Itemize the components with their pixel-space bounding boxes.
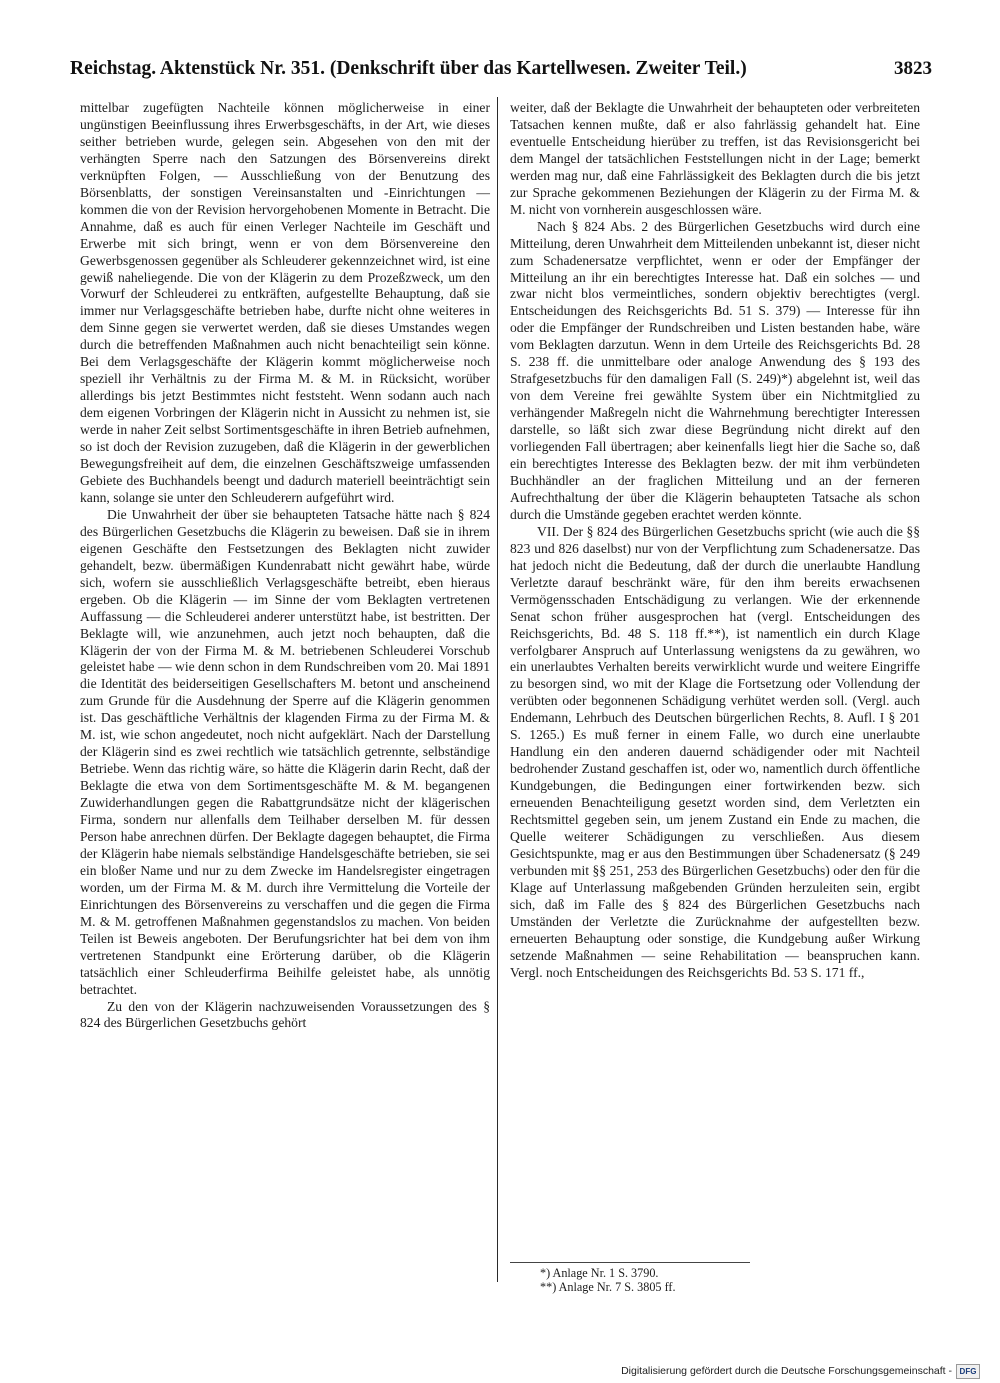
page-number: 3823: [894, 58, 932, 79]
footnote: *) Anlage Nr. 1 S. 3790.: [540, 1266, 659, 1280]
paragraph: weiter, daß der Beklagte die Unwahrheit der behaupteten oder verbreiteten Tatsachen kennen mußte, daß er also fahrlässig gehandelt hat. Eine eventuelle Entscheidung hierüber zu treffen, ist das Revisionsgericht bei dem Mangel der tatsächlichen Feststellungen nicht in der Lage; bemerkt werden mag nur, daß eine Fahrlässigkeit des Beklagten durch die bis jetzt zur Sprache gekommenen Beziehungen der Klägerin zu der Firma M. & M. nicht von vornherein ausgeschlossen wäre.: [510, 100, 920, 217]
right-column: [510, 100, 920, 982]
digitization-text: Digitalisierung gefördert durch die Deutsche Forschungsgemeinschaft -: [621, 1365, 952, 1377]
paragraph: VII. Der § 824 des Bürgerlichen Gesetzbuchs spricht (wie auch die §§ 823 und 826 daselbst) nur von der Verpflichtung zum Schadenersatze. Das hat jedoch nicht die Bedeutung, daß der durch die unerlaubte Handlung Verletzte darauf beschränkt wäre, für den ihm bereits erwachsenen Vermögensschaden Entschädigung zu verlangen. Wie der erkennende Senat schon früher ausgesprochen hat (vergl. Entscheidungen des Reichsgerichts, Bd. 48 S. 118 ff.**), ist namentlich ein durch Klage verfolgbarer Anspruch auf Unterlassung wenigstens da zu gewähren, wo ein unerlaubtes Verhalten bereits verwirklicht wurde und weitere Eingriffe zu besorgen sind, wo mit der Klage die Fortsetzung oder Vollendung der verübten oder begonnenen Schädigung verhütet werden soll. (Vergl. auch Endemann, Lehrbuch des Deutschen bürgerlichen Rechts, 8. Aufl. I § 201 S. 1265.) Es muß ferner in einem Falle, wo durch eine unerlaubte Handlung ein den anderen dauernd schädigender oder mit Nachteil bedrohender Zustand geschaffen ist, oder wo, namentlich durch öffentliche Kundgebungen, die Bedingungen einer fortwirkenden bezw. sich erneuenden Benachteiligung gesetzt worden sind, dem Verletzten ein Rechtsmittel gegeben sein, um jenem Zustand ein Ende zu machen, die Quelle weiterer Schädigungen zu verschließen. Aus diesem Gesichtspunkte, mag er aus den Bestimmungen über Schadenersatz (§ 249 verbunden mit §§ 251, 253 des Bürgerlichen Gesetzbuchs) oder den für die Klage auf Unterlassung maßgebenden Gründen herzuleiten sein, ergibt sich, daß im Falle des § 824 des Bürgerlichen Gesetzbuchs nach Umständen der Verletzte die Zurücknahme der aufgestellten bezw. erneuerten Behauptung oder sonstige, die Kundgebung außer Wirkung setzende Maßnahmen — seine Rehabilitation — beanspruchen kann. Vergl. noch Entscheidungen des Reichsgerichts Bd. 53 S. 171 ff.,: [510, 523, 920, 980]
footnote: **) Anlage Nr. 7 S. 3805 ff.: [540, 1280, 676, 1294]
running-title: Reichstag. Aktenstück Nr. 351. (Denkschrift über das Kartellwesen. Zweiter Teil.): [70, 58, 747, 79]
left-column: [80, 100, 490, 1032]
column-divider: [497, 97, 498, 1282]
dfg-logo: DFG: [956, 1364, 980, 1379]
paragraph: Nach § 824 Abs. 2 des Bürgerlichen Gesetzbuchs wird durch eine Mitteilung, deren Unwahrheit dem Mitteilenden unbekannt ist, dieser nicht zum Schadenersatze verpflichtet, wenn er oder der Empfänger der Mitteilung an ihr ein berechtigtes Interesse hat. Daß ein solches — und zwar nicht blos vermeintliches, sondern objektiv berechtigtes (vergl. Entscheidungen des Reichsgerichts Bd. 51 S. 379) — Interesse für ihn oder die Empfänger der Rundschreiben und Listen bestanden habe, wäre vom Beklagten darzutun. Wenn in dem Urteile des Reichsgerichts Bd. 28 S. 238 ff. die unmittelbare oder analoge Anwendung des § 193 des Strafgesetzbuchs für den damaligen Fall (S. 249)*) abgelehnt ist, weil das von dem Vereine frei gewählte System über ein Nichtmitglied zu verhängender Maßregeln nicht die Wahrnehmung berechtigter Interessen darstelle, so läßt sich zwar diese Begründung nicht direkt auf den vorliegenden Fall übertragen; aber keinenfalls liegt hier die Sache so, daß ein berechtigtes Interesse des Beklagten bezw. der mit ihm verbündeten Buchhändler an der fraglichen Mitteilung und an der ferneren Aufrechthaltung der über die Klägerin behaupteten Tatsache als schon durch die Umstände gegeben erachtet werden könnte.: [510, 218, 920, 522]
page-header: [70, 58, 932, 92]
paragraph: mittelbar zugefügten Nachteile können möglicherweise in einer ungünstigen Beeinflussung ihres Erwerbsgeschäfts, in der Art, wie dieses seither betrieben wurde, gelegen sein. Abgesehen von den mit der verhängten Sperre nach den Satzungen des Börsenvereins direkt verknüpften Folgen, — Ausschließung von der Benutzung des Börsenblatts, der sonstigen Vereinsanstalten und -Einrichtungen — kommen die von der Revision hervorgehobenen Momente in Betracht. Die Annahme, daß es auch für einen Verleger Nachteile im Geschäft und Erwerbe mit sich bringt, wenn er von dem Börsenvereine den Gewerbsgenossen gegenüber als Schleuderer gekennzeichnet wird, ist eine gewiß naheliegende. Die von der Klägerin zu dem Prozeßzweck, um den Vorwurf der Schleuderei zu entkräften, aufgestellte Behauptung, daß sie immer nur Verlagsgeschäfte betrieben habe, durfte nicht ohne weiteres in dem Sinne gegen sie verwertet werden, daß sie dieses Umstandes wegen durch die betreffenden Maßnahmen auch nicht benachteiligt sein könne. Bei dem Verlagsgeschäfte der Klägerin kommt möglicherweise noch speziell ihr Verhältnis zu der Firma M. & M. in Rücksicht, worüber allerdings bis jetzt Bestimmtes nicht feststeht. Wenn sodann auch nach dem eigenen Vorbringen der Klägerin nicht in Aussicht zu nehmen ist, sie werde in naher Zeit selbst Sortimentsgeschäfte in ihren Betrieb aufnehmen, so ist doch der Revision zuzugeben, daß die Klägerin in der gewerblichen Bewegungsfreiheit auf dem, die einzelnen Geschäftszweige umfassenden Gebiete des Buchhandels beengt und dadurch materiell beeinträchtigt sein kann, solange sie unter den Schleuderern aufgeführt wird.: [80, 100, 490, 505]
paragraph: Zu den von der Klägerin nachzuweisenden Voraussetzungen des § 824 des Bürgerlichen Gesetzbuchs gehört: [80, 998, 490, 1031]
footnotes: [540, 1266, 920, 1294]
footnote-divider: [510, 1262, 750, 1263]
digitization-credit: [620, 1363, 980, 1379]
paragraph: Die Unwahrheit der über sie behaupteten Tatsache hätte nach § 824 des Bürgerlichen Gesetzbuchs die Klägerin zu beweisen. Daß sie in ihrem eigenen Geschäfte den Festsetzungen des Beklagten nicht zuwider gehandelt, bezw. übermäßigen Kundenrabatt nicht gewährt habe, würde sich, wofern sie ausschließlich Verlagsgeschäfte betreibt, eben hieraus ergeben. Ob die Klägerin — im Sinne der vom Beklagten vertretenen Auffassung — die Schleuderei anderer unterstützt habe, ist bestritten. Der Beklagte will, wie anzunehmen, auch jetzt noch behaupten, daß die Klägerin der von der Firma M. & M. betriebenen Schleuderei Vorschub geleistet habe — wie denn schon in dem Rundschreiben vom 20. Mai 1891 die Identität des beiderseitigen Gesellschafters M. betont und anscheinend zum Grunde für die Ausdehnung der Sperre auf die Klägerin genommen ist. Das geschäftliche Verhältnis der klagenden Firma zu der Firma M. & M. ist, wie schon angedeutet, noch nicht aufgeklärt. Nach der Darstellung der Klägerin sind es zwei rechtlich wie tatsächlich getrennte, selbständige Betriebe. Wenn das richtig wäre, so hätte die Klägerin darin Recht, daß der Beklagte die etwa von dem Sortimentsgeschäfte M. & M. begangenen Zuwiderhandlungen gegen die Rabattgrundsätze nicht der klägerischen Firma, sondern nur allenfalls dem Teilhaber derselben M. für dessen Person habe anrechnen dürfen. Der Beklagte dagegen behauptet, die Firma der Klägerin habe niemals selbständige Handelsgeschäfte betrieben, sie sei ein bloßer Name und nur zu dem Zwecke im Handelsregister eingetragen worden, um der Firma M. & M. durch ihre Vermittelung die Vorteile der Einrichtungen des Börsenvereins zu verschaffen und die gegen die Firma M. & M. getroffenen Maßnahmen gegenstandslos zu machen. Von beiden Teilen ist Beweis angeboten. Der Berufungsrichter hat bei dem von ihm vertretenen Standpunkt eine Erörterung darüber, ob die Klägerin tatsächlich einer Schleuderfirma Beihilfe geleistet habe, als unnötig betrachtet.: [80, 506, 490, 997]
